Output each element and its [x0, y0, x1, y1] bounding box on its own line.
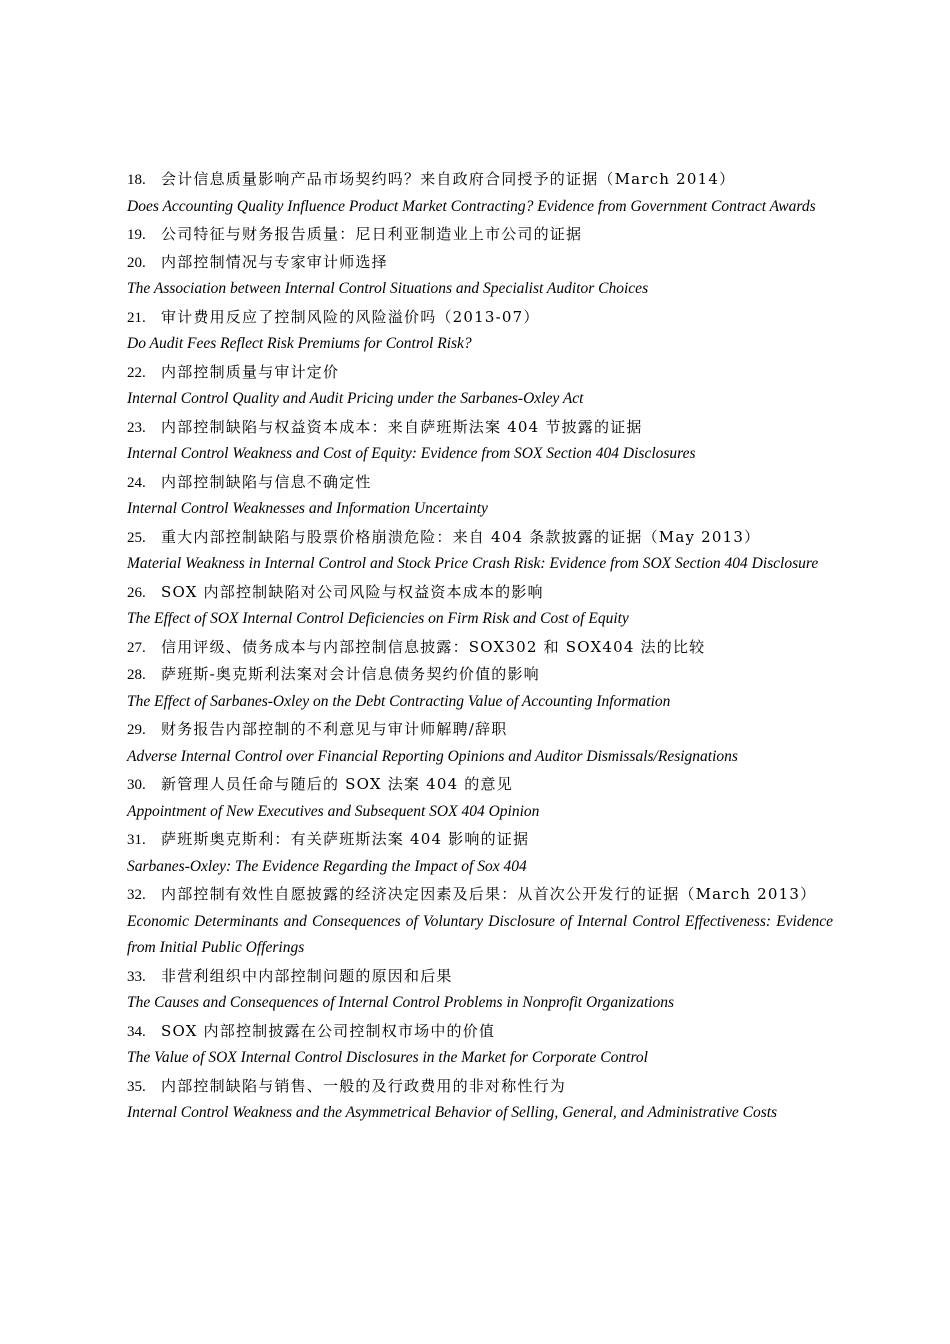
item-number: 21.	[127, 309, 146, 326]
item-number: 28.	[127, 667, 146, 683]
list-item	[127, 963, 833, 1017]
item-number: 31.	[127, 832, 146, 848]
en-title: Economic Determinants and Consequences of Voluntary Disclosure of Internal Control Effectiveness: Evidence from Initial Public Offerings	[127, 912, 833, 956]
zh-title: 32. 内部控制有效性自愿披露的经济决定因素及后果：从首次公开发行的证据（March 2013）	[127, 881, 833, 909]
zh-title: 23. 内部控制缺陷与权益资本成本：来自萨班斯法案 404 节披露的证据	[127, 414, 833, 442]
list-item	[127, 1018, 833, 1072]
item-number: 34.	[127, 1023, 146, 1040]
zh-title: 35. 内部控制缺陷与销售、一般的及行政费用的非对称性行为	[127, 1073, 833, 1101]
zh-title: 22. 内部控制质量与审计定价	[127, 359, 833, 387]
item-number: 18.	[127, 172, 146, 188]
list-item	[127, 304, 833, 358]
zh-title: 19. 公司特征与财务报告质量：尼日利亚制造业上市公司的证据	[127, 221, 833, 249]
list-item	[127, 634, 833, 662]
item-number: 35.	[127, 1078, 146, 1095]
list-item	[127, 579, 833, 633]
zh-title: 24. 内部控制缺陷与信息不确定性	[127, 469, 833, 497]
en-title: Adverse Internal Control over Financial Reporting Opinions and Auditor Dismissals/Resignations	[127, 747, 738, 765]
en-title: Sarbanes-Oxley: The Evidence Regarding the Impact of Sox 404	[127, 857, 527, 875]
item-number: 29.	[127, 722, 146, 738]
en-title: Internal Control Weakness and the Asymmetrical Behavior of Selling, General, and Administrative Costs	[127, 1104, 778, 1121]
list-item	[127, 524, 833, 578]
en-title: Internal Control Quality and Audit Pricing under the Sarbanes-Oxley Act	[127, 390, 584, 407]
zh-title: 20. 内部控制情况与专家审计师选择	[127, 249, 833, 277]
en-title: Do Audit Fees Reflect Risk Premiums for Control Risk?	[127, 335, 472, 352]
en-title: The Effect of SOX Internal Control Deficiencies on Firm Risk and Cost of Equity	[127, 610, 629, 627]
zh-title: 27. 信用评级、债务成本与内部控制信息披露：SOX302 和 SOX404 法的比较	[127, 634, 833, 662]
list-item	[127, 166, 833, 220]
zh-title: 31. 萨班斯奥克斯利：有关萨班斯法案 404 影响的证据	[127, 826, 833, 854]
item-number: 33.	[127, 968, 146, 985]
en-title: The Causes and Consequences of Internal Control Problems in Nonprofit Organizations	[127, 994, 675, 1011]
list-item	[127, 359, 833, 413]
zh-title: 25. 重大内部控制缺陷与股票价格崩溃危险：来自 404 条款披露的证据（May 2013）	[127, 524, 833, 552]
zh-title: 26. SOX 内部控制缺陷对公司风险与权益资本成本的影响	[127, 579, 833, 607]
zh-title: 30. 新管理人员任命与随后的 SOX 法案 404 的意见	[127, 771, 833, 799]
list-item	[127, 661, 833, 715]
en-title: Internal Control Weaknesses and Information Uncertainty	[127, 500, 488, 517]
en-title: Material Weakness in Internal Control and Stock Price Crash Risk: Evidence from SOX Section 404 Disclosure	[127, 555, 819, 572]
zh-title: 28. 萨班斯-奥克斯利法案对会计信息债务契约价值的影响	[127, 661, 833, 689]
en-title: The Value of SOX Internal Control Disclosures in the Market for Corporate Control	[127, 1049, 648, 1066]
en-title: The Effect of Sarbanes-Oxley on the Debt Contracting Value of Accounting Information	[127, 692, 671, 710]
zh-title: 21. 审计费用反应了控制风险的风险溢价吗（2013-07）	[127, 304, 833, 332]
list-item	[127, 249, 833, 303]
zh-title: 29. 财务报告内部控制的不利意见与审计师解聘/辞职	[127, 716, 833, 744]
list-item	[127, 826, 833, 880]
item-number: 25.	[127, 529, 146, 546]
list-item	[127, 469, 833, 523]
en-title: Does Accounting Quality Influence Product Market Contracting? Evidence from Government Contract Awards	[127, 197, 816, 215]
en-title: The Association between Internal Control Situations and Specialist Auditor Choices	[127, 280, 649, 297]
item-number: 19.	[127, 227, 146, 243]
item-number: 20.	[127, 254, 146, 271]
list-item	[127, 716, 833, 770]
item-number: 27.	[127, 639, 146, 656]
item-number: 22.	[127, 364, 146, 381]
list-item	[127, 1073, 833, 1127]
reference-list	[127, 166, 833, 1128]
item-number: 32.	[127, 887, 146, 903]
item-number: 23.	[127, 419, 146, 436]
list-item	[127, 221, 833, 249]
en-title: Internal Control Weakness and Cost of Equity: Evidence from SOX Section 404 Disclosures	[127, 445, 696, 462]
list-item	[127, 414, 833, 468]
item-number: 26.	[127, 584, 146, 601]
zh-title: 33. 非营利组织中内部控制问题的原因和后果	[127, 963, 833, 991]
zh-title: 34. SOX 内部控制披露在公司控制权市场中的价值	[127, 1018, 833, 1046]
en-title: Appointment of New Executives and Subsequent SOX 404 Opinion	[127, 802, 540, 820]
list-item	[127, 771, 833, 825]
item-number: 24.	[127, 474, 146, 491]
item-number: 30.	[127, 777, 146, 793]
list-item	[127, 881, 833, 962]
zh-title: 18. 会计信息质量影响产品市场契约吗？来自政府合同授予的证据（March 2014）	[127, 166, 833, 194]
